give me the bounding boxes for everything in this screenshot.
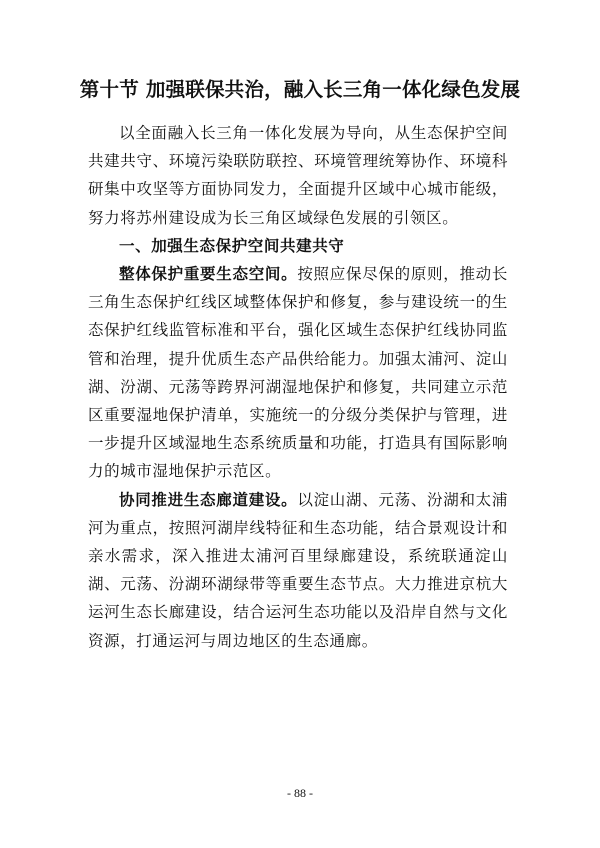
paragraph-body: 以淀山湖、元荡、汾湖和太浦河为重点，按照河湖岸线特征和生态功能，结合景观设计和亲水需求，深入推进太浦河百里绿廊建设，系统联通淀山湖、元荡、汾湖环湖绿带等重要生态节点。大力推进京杭大运河生态长廊建设，结合运河生态功能以及沿岸自然与文化资源，打通运河与周边地区的生态通廊。 <box>88 490 508 650</box>
paragraph-ecological-corridor <box>88 486 508 655</box>
paragraph-ecological-space <box>88 260 508 486</box>
page-number: - 88 - <box>287 786 313 800</box>
subsection-heading: 一、加强生态保护空间共建共守 <box>119 236 345 255</box>
body-text <box>88 119 508 655</box>
section-title: 第十节 加强联保共治，融入长三角一体化绿色发展 <box>79 78 521 101</box>
intro-paragraph: 以全面融入长三角一体化发展为导向，从生态保护空间共建共守、环境污染联防联控、环境管理统筹协作、环境科研集中攻坚等方面协同发力，全面提升区域中心城市能级，努力将苏州建设成为长三角区域绿色发展的引领区。 <box>88 124 508 227</box>
paragraph-body: 按照应保尽保的原则，推动长三角生态保护红线区域整体保护和修复，参与建设统一的生态保护红线监管标准和平台，强化区域生态保护红线协同监管和治理，提升优质生态产品供给能力。加强太浦河、淀山湖、汾湖、元荡等跨界河湖湿地保护和修复，共同建立示范区重要湿地保护清单，实施统一的分级分类保护与管理，进一步提升区域湿地生态系统质量和功能，打造具有国际影响力的城市湿地保护示范区。 <box>88 265 508 481</box>
paragraph-lead: 协同推进生态廊道建设。 <box>119 490 298 509</box>
paragraph-lead: 整体保护重要生态空间。 <box>119 265 298 284</box>
